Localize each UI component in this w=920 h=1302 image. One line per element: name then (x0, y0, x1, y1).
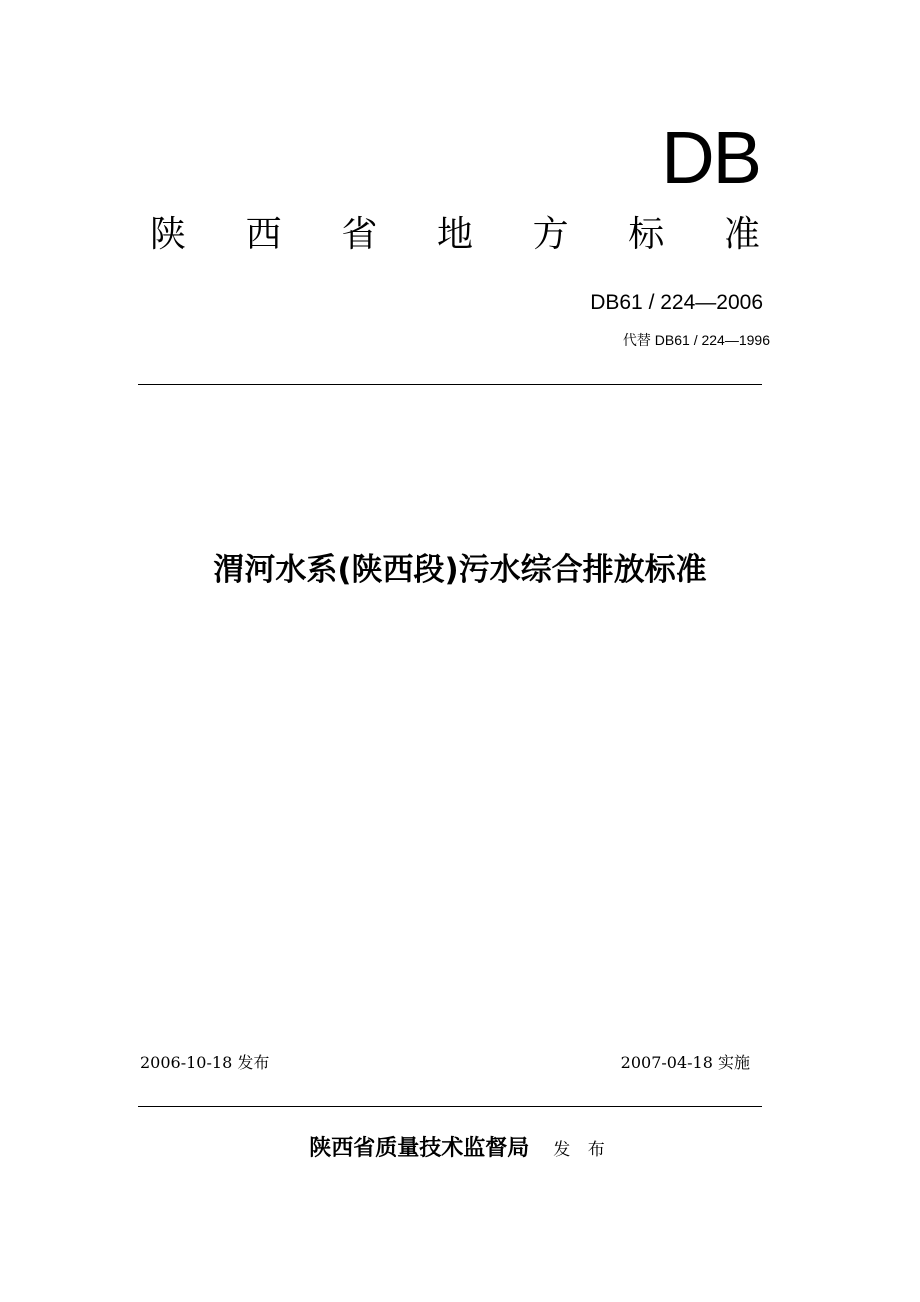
issue-date: 2006-10-18 发布 (140, 1053, 270, 1072)
replaces-note: 代替 DB61 / 224—1996 (622, 332, 770, 348)
standard-type (150, 210, 760, 260)
publisher (0, 1132, 920, 1167)
document-title: 渭河水系(陕西段)污水综合排放标准 (213, 552, 707, 588)
standard-type-char: 地 (436, 214, 473, 255)
effective-date: 2007-04-18 实施 (620, 1053, 750, 1072)
standard-type-char: 标 (628, 214, 665, 255)
standard-type-char: 西 (245, 214, 282, 255)
db-mark: DB (661, 116, 760, 199)
publisher-name: 陕西省质量技术监督局 (309, 1136, 530, 1161)
standard-type-char: 准 (723, 214, 760, 255)
standard-type-char: 陕 (150, 214, 187, 255)
standard-type-char: 方 (532, 214, 569, 255)
top-divider (138, 384, 762, 385)
standard-number: DB61 / 224—2006 (590, 291, 763, 314)
publisher-action: 发 布 (553, 1140, 611, 1160)
standard-type-char: 省 (341, 214, 378, 255)
bottom-divider (138, 1106, 762, 1107)
